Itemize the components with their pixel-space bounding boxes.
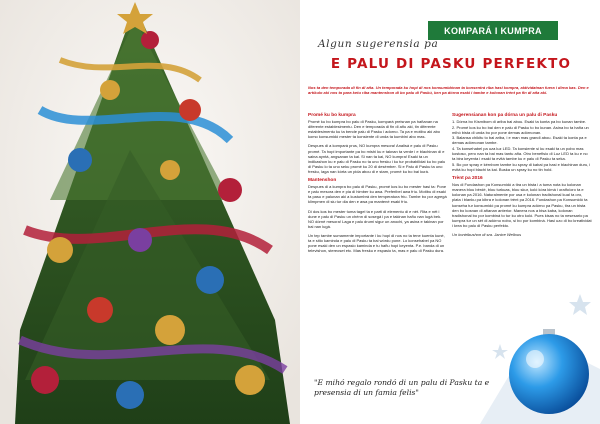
list-item: 2. Promé kos ku bo bai den e palu di Pasku to bo kunan. Asina bo ta haña un mihó bista di unda bo por pone demas adórnonan. [452, 124, 589, 135]
paragraph: Nos di Fundashon pa Konsumidó a tira un bista i a tuma nota ku kolonan manera blou bèrdè, blou turkuas, blou skur, koló kòra kimá i oralfo/oro ta e kolonan pa 2016. Naturalmente por usa e kolonan tradishonal kual ta oro, plata i blanku pa kibra e kolonan trènt pa 2016. Fundashon pa Konsumidó ta konseha tur konsumidó pa promé ku kumpra adórno pa Pasku, tira un bista den bo kosnan di añanan anterior. Manera nos a bisa kaba, kolonan tradishonal bo por kombiná to tur ku otro koló. Pues kisas no ta nesesario pa kumpra tur un sèt di adórno nobo, si bo por kombiná. Hasi uzo di bo kreatividat i krea bo palu di Pasku perfekto. [452, 182, 592, 228]
paragraph: Despues di a kumpra bo palu di Pasku, promé kos ku bo mester hasi ta: Pone e palu mesora den e pia di himber ku awa. Preferibel awa fríu. Motibu di esaki ta pasu e palunan aki a kustumbrá den temperatura fríu. Tambe bo por agregá klimpmen di siu tur dia den e awa pa mantené esaki fríu. [308, 184, 447, 205]
author-credit: Un kontribushon di sra. Janice Wellous [452, 231, 522, 237]
article-subtitle: Algun sugerensia pa [318, 38, 439, 50]
section-heading: Sugerensianan kon pa dórna un palu di Pasku [452, 113, 558, 118]
blue-ornament-illustration [480, 274, 600, 424]
article-page [300, 0, 600, 424]
paragraph: Di dos kos bo mester tuma tagel ta e parti di elementu di e nèt. Rita e nèt i dune e palu di Pasku un chènn di sosegá i pa e takinan hañu nan lugá bek. NO dòrnè mesora! Laga e palu drumi sigur un anochi, ya asina e takinan por bai nan lugá. [308, 208, 444, 229]
paragraph: Promé ku bo kumpra bo palu di Pasku, kompará preisnan pa hañanan na diferente establesimentu. Den e temporada di fin di añu aki, tin diferente establesimentu ku ta bende palu di Pasku i adorno. Ta pa e motibu aki abo komo konsumidó mester ta konsiente di unda ta kumbiní abo mas. [308, 119, 441, 140]
list-item: 5. Bo por spray e kérnbom tambe ku spray di kabai pa hasi e blachinan duru, i evitá ku hopi blachi ta kai. Buska un spray ku no tin hold. [452, 161, 591, 172]
article-intro: Nos ta den temporada di fin di aña. Un temporada ku hopi di nos konsumidónan ta konsentrá riba hasi kompra, aktividatnan fuera i dirna kas. Den e artíkulo aki nos ta para ketu riba mantenshon di bo palu di Paskú, ken pa dórna esaki i tambe e kolonan trènt pa fin di aña aki. [308, 85, 589, 96]
section-heading: Promé ku bo kumpra [308, 113, 356, 118]
pull-quote: "E mihó regalo rondó di un palu di Pasku ta e presensia di un famia felis" [314, 378, 490, 397]
section-heading: Mantenshon [308, 178, 337, 184]
right-column [452, 113, 592, 237]
left-column [308, 113, 448, 257]
tips-list [452, 119, 592, 172]
article-title: E PALU DI PASKU PERFEKTO [330, 56, 572, 72]
list-item: 1. Dòrna bo Kismibom di ariba bai abou. Esaki ta konta pa bo kunan tambe. [452, 119, 587, 125]
paragraph: Despues di a kompará prus, NO kumpra mesora! Analisá e palu di Pasku promé. Ta hopi importante pa bo mishi ku e taknan ta verde i e blachinan di e saina ayntá, angsanan ta kai. Si nan ta kai, NO kumpra! Esaki ta un indikashon ku e palu di Pasku no ta uno fresku i ku tur probabilidat ku bo palu di Pasku lo ta uno seku promé ku 20 di desèmber. Si e Palu di Pasku ta uno fresku, laga nan kòrta un pida abou di e stam, promé ku bo bai kurá. [308, 143, 446, 174]
paragraph: Un tep tambe sumamente importante i ku hopi di nos no ta tene kuenta kunè, ta e sitio kaminda e palu di Pasku ta bai wòrdu pone. Lo konsehabel pa NO pone esaki den un espasio kaminda e tu hañu hopi keyenta. P.e. banda di un televishon, stereoset etc. Mas fresku e espasio ta, mas e palu di Pasku dura. [308, 232, 445, 254]
section-heading: Trènt pa 2016 [452, 176, 483, 182]
list-item: 4. Ta konsehabel pa uza luz LED. Ta konsiente si ku esaki ta un pobo mas kostoso, pero nan ta bai mas tantu aña. Otro benefisio di Luz LED ta ku e no ta bira keyenta i esaki ta evitá tambe ku e palu di Pasku ta seka. [452, 146, 588, 162]
ornament-image [480, 274, 600, 424]
list-item: 3. Balansa chikitu to bai ariba, i e man mas grandi abou. Esaki ta konta pa e demas adórnonan tambe. [452, 135, 587, 146]
section-banner: KOMPARÁ I KUMPRA [428, 21, 558, 40]
